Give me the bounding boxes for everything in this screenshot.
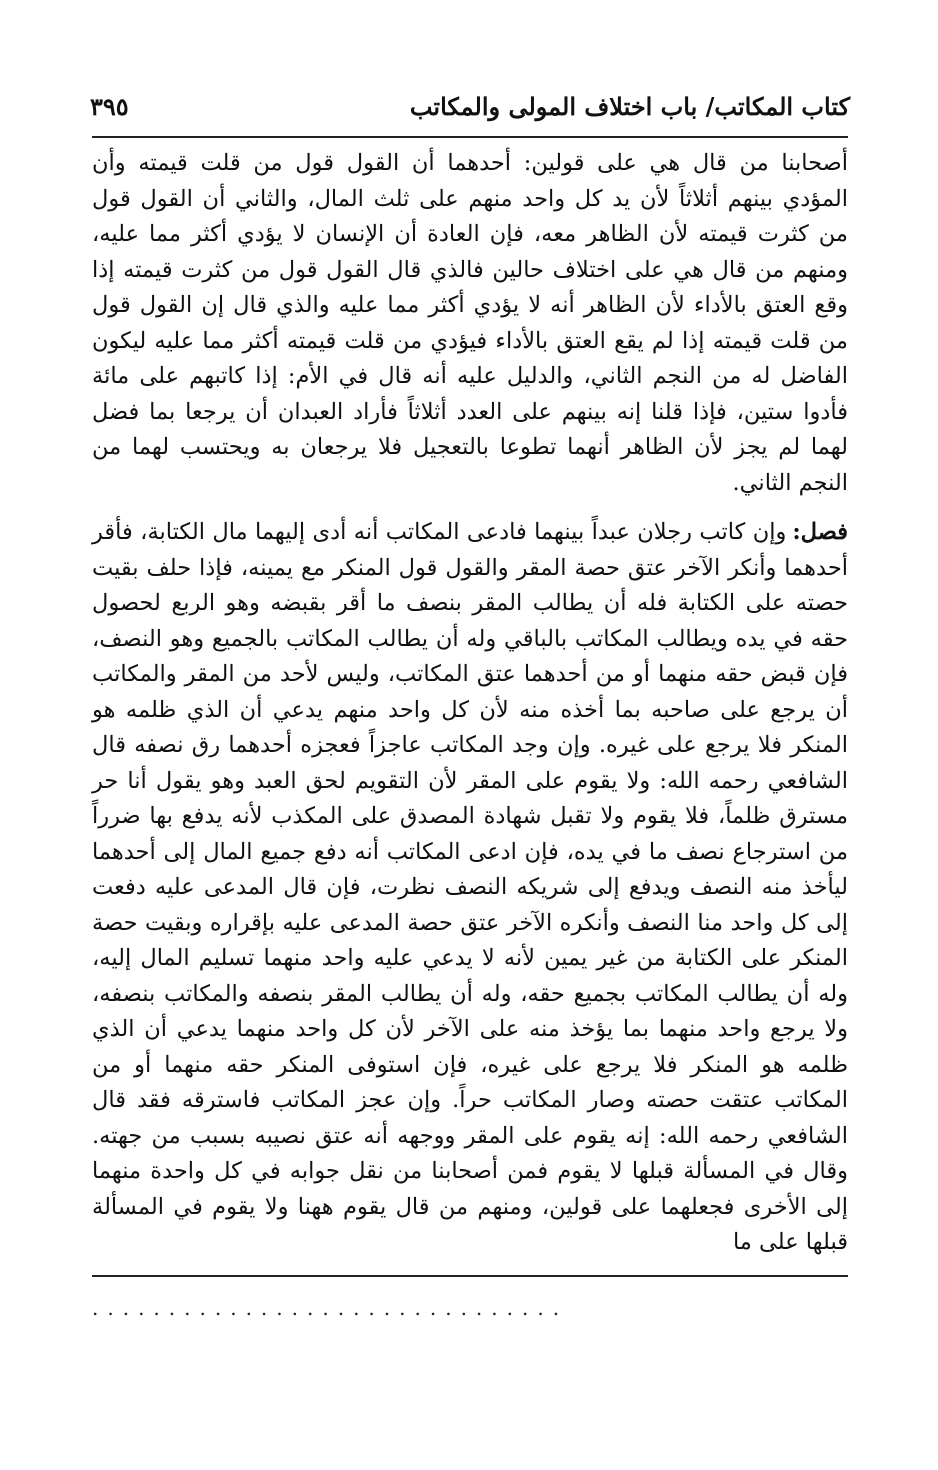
footnote-rule — [92, 1275, 848, 1277]
running-title: كتاب المكاتب/ باب اختلاف المولى والمكاتب — [409, 92, 850, 121]
paragraph-1: أصحابنا من قال هي على قولين: أحدهما أن القول قول من قلت قيمته وأن المؤدي بينهم أثلاثاً لأن يد كل واحد منهم على ثلث المال، والثاني أن القول قول من كثرت قيمته لأن الظاهر معه، فإن العادة أن الإنسان لا يؤدي أكثر مما عليه، ومنهم من قال هي على اختلاف حالين فالذي قال القول قول من كثرت قيمته إذا وقع العتق بالأداء لأن الظاهر أنه لا يؤدي أكثر مما عليه والذي قال إن القول قول من قلت قيمته إذا لم يقع العتق بالأداء فيؤدي من قلت قيمته أكثر مما عليه ليكون الفاضل له من النجم الثاني، والدليل عليه أنه قال في الأم: إذا كاتبهم على مائة فأدوا ستين، فإذا قلنا إنه بينهم على العدد أثلاثاً فأراد العبدان أن يرجعا بما فضل لهما لم يجز لأن الظاهر أنهما تطوعا بالتعجيل فلا يرجعان به ويحتسب لهما من النجم الثاني. — [92, 150, 848, 496]
paragraph-2-text: وإن كاتب رجلان عبداً بينهما فادعى المكاتب أنه أدى إليهما مال الكتابة، فأقر أحدهما وأنكر الآخر عتق حصة المقر والقول قول المنكر مع يمينه، فإذا حلف بقيت حصته على الكتابة فله أن يطالب المقر بنصف ما أقر بقبضه وهو الربع لحصول حقه في يده ويطالب المكاتب بالباقي وله أن يطالب المكاتب بالجميع وهو النصف، فإن قبض حقه منهما أو من أحدهما عتق المكاتب، وليس لأحد من المقر والمكاتب أن يرجع على صاحبه بما أخذه منه لأن كل واحد منهم يدعي أن الذي ظلمه هو المنكر فلا يرجع على غيره. وإن وجد المكاتب عاجزاً فعجزه أحدهما رق نصفه قال الشافعي رحمه الله: ولا يقوم على المقر لأن التقويم لحق العبد وهو يقول أنا حر مسترق ظلماً، فلا يقوم ولا تقبل شهادة المصدق على المكذب لأنه يدفع بها ضرراً من استرجاع نصف ما في يده، فإن ادعى المكاتب أنه دفع جميع المال إلى أحدهما ليأخذ منه النصف ويدفع إلى شريكه النصف نظرت، فإن قال المدعى عليه دفعت إلى كل واحد منا النصف وأنكره الآخر عتق حصة المدعى عليه بإقراره وبقيت حصة المنكر على الكتابة من غير يمين لأنه لا يدعي عليه واحد منهما تسليم المال إليه، وله أن يطالب المكاتب بجميع حقه، وله أن يطالب المقر بنصفه والمكاتب بنصفه، ولا يرجع واحد منهما بما يؤخذ منه على الآخر لأن كل واحد منهما يدعي أن الذي ظلمه هو المنكر فلا يرجع على غيره، فإن استوفى المنكر حقه منهما أو من المكاتب عتقت حصته وصار المكاتب حراً. وإن عجز المكاتب فاسترقه فقد قال الشافعي رحمه الله: إنه يقوم على المقر ووجهه أنه عتق نصيبه بسبب من جهته. وقال في المسألة قبلها لا يقوم فمن أصحابنا من نقل جوابه في كل واحدة منهما إلى الأخرى فجعلهما على قولين، ومنهم من قال يقوم ههنا ولا يقوم في المسألة قبلها على ما — [92, 519, 848, 1255]
body-text — [92, 146, 848, 1261]
page-header — [90, 88, 850, 132]
page-number: ٣٩٥ — [90, 92, 129, 121]
footnote-dots: ............................... — [92, 1296, 569, 1320]
paragraph-2 — [92, 515, 848, 1261]
section-heading-fasl: فصل: — [792, 519, 848, 545]
header-rule — [92, 136, 848, 138]
